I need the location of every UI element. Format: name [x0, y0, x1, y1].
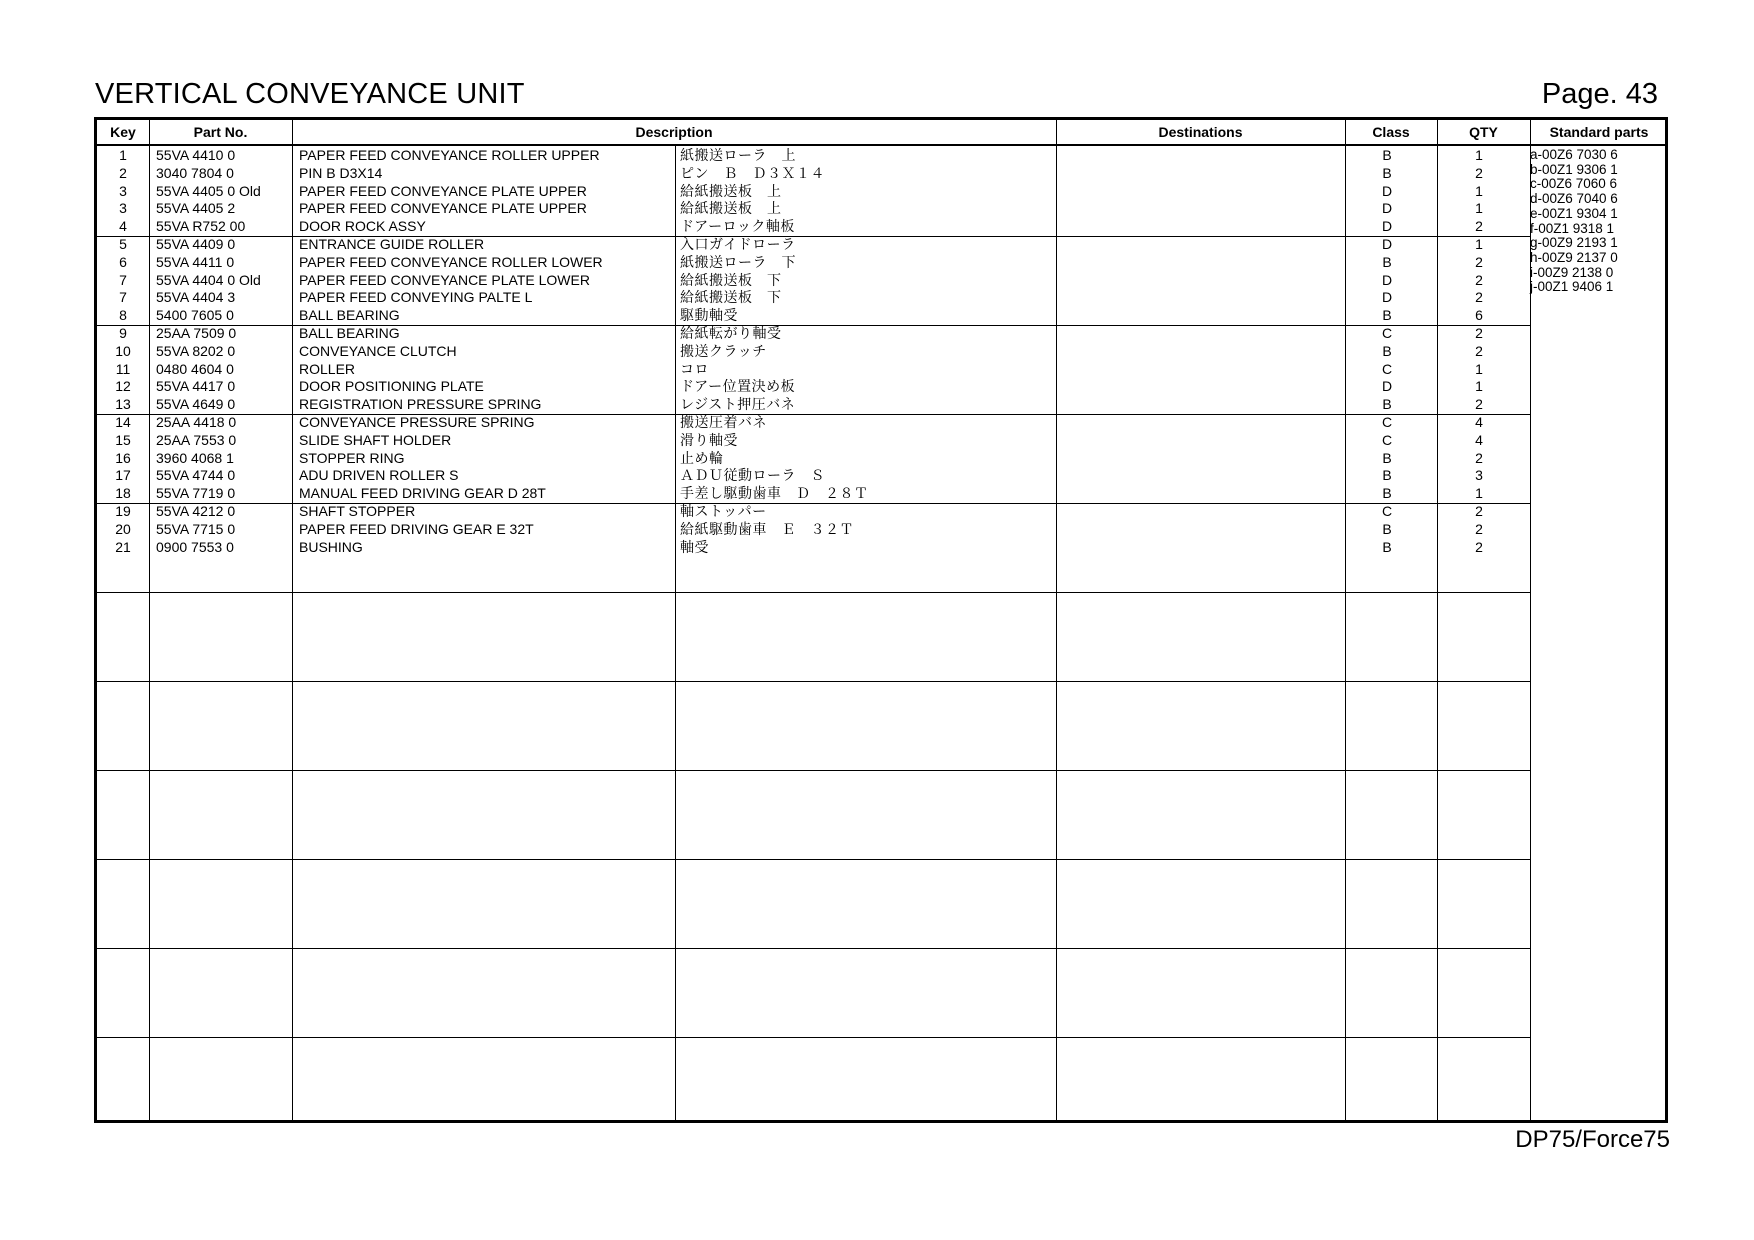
cell-part-no: 25AA 4418 0 [156, 414, 237, 430]
cell-key: 7 [119, 289, 127, 306]
cell-description-jp: 給紙搬送板 上 [680, 200, 782, 217]
cell-part-no: 0900 7553 0 [156, 538, 234, 555]
cell-part-no: 55VA 4417 0 [156, 378, 236, 395]
cell-description-jp: ドアー位置決め板 [680, 378, 796, 395]
group-divider [97, 770, 1530, 771]
cell-qty: 2 [1475, 253, 1483, 270]
cell-qty: 2 [1475, 325, 1483, 341]
cell-key: 20 [115, 520, 131, 537]
table-row [97, 147, 1665, 165]
col-header-qty: QTY [1469, 124, 1498, 140]
model-footer: DP75/Force75 [1515, 1126, 1670, 1153]
cell-class: B [1382, 342, 1392, 359]
standard-part-item: e-00Z1 9304 1 [1530, 205, 1618, 221]
cell-description-jp: 給紙搬送板 下 [680, 271, 782, 288]
col-header-part-no: Part No. [193, 124, 248, 140]
cell-class: B [1382, 449, 1392, 466]
standard-part-item: g-00Z9 2193 1 [1530, 235, 1618, 251]
cell-qty: 1 [1475, 147, 1483, 163]
cell-description-en: DOOR POSITIONING PLATE [299, 378, 484, 395]
cell-class: C [1381, 431, 1393, 448]
cell-class: B [1382, 520, 1392, 537]
cell-description-en: PAPER FEED CONVEYANCE PLATE UPPER [299, 200, 587, 217]
cell-description-jp: 給紙搬送板 上 [680, 182, 782, 199]
cell-description-jp: ドアーロック軸板 [680, 218, 795, 235]
table-row [97, 325, 1665, 343]
cell-description-en: MANUAL FEED DRIVING GEAR D 28T [299, 485, 546, 502]
cell-part-no: 25AA 7553 0 [156, 431, 237, 448]
cell-description-en: DOOR ROCK ASSY [299, 218, 426, 235]
cell-description-jp: 給紙転がり軸受 [680, 325, 782, 341]
cell-qty: 2 [1475, 218, 1483, 235]
col-header-key: Key [110, 124, 136, 140]
standard-part-item: j-00Z1 9406 1 [1530, 279, 1614, 295]
page-number: Page. 43 [1541, 78, 1658, 110]
table-header [97, 120, 1665, 146]
cell-part-no: 55VA 4404 3 [156, 289, 236, 306]
cell-part-no: 55VA R752 00 [156, 218, 246, 235]
table-row [97, 432, 1665, 450]
cell-description-jp: 給紙搬送板 下 [680, 289, 782, 306]
cell-description-jp: 入口ガイドローラ [680, 236, 796, 252]
parts-table [94, 117, 1668, 1123]
cell-part-no: 55VA 7719 0 [156, 485, 236, 502]
cell-qty: 2 [1475, 342, 1483, 359]
table-row [97, 539, 1665, 557]
table-row [97, 467, 1665, 485]
cell-description-jp: ＡＤＵ従動ローラ Ｓ [680, 467, 825, 484]
cell-description-jp: 軸ストッパー [680, 503, 767, 519]
group-divider [97, 592, 1530, 593]
cell-part-no: 3960 4068 1 [156, 449, 234, 466]
cell-qty: 2 [1475, 396, 1483, 413]
cell-description-en: PAPER FEED CONVEYANCE ROLLER LOWER [299, 253, 603, 270]
cell-key: 7 [119, 271, 127, 288]
cell-description-en: ROLLER [299, 360, 356, 377]
cell-qty: 1 [1475, 485, 1483, 502]
table-row [97, 378, 1665, 396]
page-title: VERTICAL CONVEYANCE UNIT [95, 78, 525, 110]
standard-part-item: d-00Z6 7040 6 [1530, 191, 1618, 207]
cell-qty: 2 [1475, 271, 1483, 288]
table-row [97, 485, 1665, 503]
cell-qty: 2 [1475, 503, 1483, 519]
cell-key: 10 [115, 342, 131, 359]
col-header-standard-parts: Standard parts [1549, 124, 1649, 140]
cell-description-en: STOPPER RING [299, 449, 405, 466]
cell-part-no: 55VA 8202 0 [156, 342, 236, 359]
cell-part-no: 55VA 4410 0 [156, 147, 236, 163]
cell-key: 3 [119, 182, 127, 199]
cell-class: B [1382, 538, 1392, 555]
cell-part-no: 55VA 4405 2 [156, 200, 236, 217]
cell-key: 8 [119, 307, 127, 324]
cell-class: C [1381, 414, 1393, 430]
cell-qty: 1 [1475, 236, 1483, 252]
cell-part-no: 55VA 7715 0 [156, 520, 236, 537]
cell-part-no: 55VA 4405 0 Old [156, 182, 261, 199]
cell-description-jp: 給紙駆動歯車 Ｅ ３２Ｔ [680, 520, 854, 537]
cell-part-no: 55VA 4649 0 [156, 396, 236, 413]
cell-class: D [1381, 289, 1393, 306]
cell-description-en: PAPER FEED CONVEYING PALTE L [299, 289, 533, 306]
cell-class: B [1382, 467, 1392, 484]
cell-class: B [1382, 307, 1392, 324]
cell-key: 12 [115, 378, 131, 395]
cell-description-en: BALL BEARING [299, 307, 400, 324]
cell-class: B [1382, 396, 1392, 413]
cell-description-en: SLIDE SHAFT HOLDER [299, 431, 452, 448]
cell-key: 6 [119, 253, 127, 270]
cell-description-jp: コロ [680, 360, 709, 377]
cell-description-jp: 止め輪 [680, 449, 724, 466]
cell-part-no: 55VA 4409 0 [156, 236, 236, 252]
cell-description-jp: 滑り軸受 [680, 431, 738, 448]
cell-qty: 2 [1475, 164, 1483, 181]
table-row [97, 183, 1665, 201]
standard-part-item: a-00Z6 7030 6 [1530, 147, 1618, 162]
cell-qty: 1 [1475, 378, 1483, 395]
cell-qty: 3 [1475, 467, 1483, 484]
cell-description-en: PAPER FEED CONVEYANCE PLATE UPPER [299, 182, 587, 199]
cell-part-no: 0480 4604 0 [156, 360, 234, 377]
cell-class: B [1382, 164, 1392, 181]
cell-description-en: PIN B D3X14 [299, 164, 383, 181]
cell-qty: 2 [1475, 449, 1483, 466]
cell-key: 4 [119, 218, 127, 235]
group-divider [97, 948, 1530, 949]
group-divider [97, 681, 1530, 682]
cell-class: C [1381, 503, 1393, 519]
cell-class: B [1382, 147, 1392, 163]
table-row [97, 200, 1665, 218]
cell-key: 1 [119, 147, 127, 163]
cell-class: D [1381, 200, 1393, 217]
cell-description-en: PAPER FEED DRIVING GEAR E 32T [299, 520, 534, 537]
col-header-class: Class [1372, 124, 1410, 140]
cell-key: 17 [115, 467, 131, 484]
group-divider [97, 859, 1530, 860]
cell-qty: 2 [1475, 289, 1483, 306]
table-row [97, 396, 1665, 414]
table-row [97, 361, 1665, 379]
cell-description-en: BUSHING [299, 538, 363, 555]
cell-key: 16 [115, 449, 131, 466]
cell-description-jp: 手差し駆動歯車 Ｄ ２８Ｔ [680, 485, 869, 502]
standard-part-item: c-00Z6 7060 6 [1530, 176, 1618, 192]
cell-class: C [1381, 360, 1393, 377]
cell-description-en: PAPER FEED CONVEYANCE ROLLER UPPER [299, 147, 600, 163]
table-row [97, 414, 1665, 432]
table-row [97, 343, 1665, 361]
cell-part-no: 55VA 4411 0 [156, 253, 235, 270]
cell-description-en: PAPER FEED CONVEYANCE PLATE LOWER [299, 271, 590, 288]
cell-qty: 4 [1475, 431, 1483, 448]
table-row [97, 236, 1665, 254]
cell-description-en: ENTRANCE GUIDE ROLLER [299, 236, 485, 252]
cell-description-jp: 駆動軸受 [680, 307, 738, 324]
table-row [97, 272, 1665, 290]
group-divider [97, 1037, 1530, 1038]
standard-part-item: h-00Z9 2137 0 [1530, 249, 1618, 265]
table-row [97, 165, 1665, 183]
cell-key: 3 [119, 200, 127, 217]
col-header-destinations: Destinations [1158, 124, 1243, 140]
table-row [97, 450, 1665, 468]
table-row [97, 254, 1665, 272]
standard-part-item: f-00Z1 9318 1 [1530, 220, 1615, 236]
cell-description-en: SHAFT STOPPER [299, 503, 416, 519]
cell-key: 2 [119, 164, 127, 181]
cell-part-no: 3040 7804 0 [156, 164, 234, 181]
cell-class: B [1382, 485, 1392, 502]
cell-class: D [1381, 378, 1393, 395]
table-row [97, 521, 1665, 539]
cell-description-jp: 軸受 [680, 538, 709, 555]
cell-key: 13 [115, 396, 131, 413]
cell-key: 9 [119, 325, 127, 341]
cell-part-no: 55VA 4212 0 [156, 503, 236, 519]
cell-description-jp: レジスト押圧バネ [680, 396, 796, 413]
cell-qty: 6 [1475, 307, 1483, 324]
cell-class: D [1381, 182, 1393, 199]
cell-qty: 1 [1475, 182, 1483, 199]
cell-description-en: ADU DRIVEN ROLLER S [299, 467, 459, 484]
cell-description-jp: 搬送クラッチ [680, 342, 767, 359]
standard-part-item: i-00Z9 2138 0 [1530, 264, 1614, 280]
cell-description-en: CONVEYANCE PRESSURE SPRING [299, 414, 535, 430]
cell-description-en: REGISTRATION PRESSURE SPRING [299, 396, 542, 413]
cell-qty: 1 [1475, 200, 1483, 217]
standard-part-item: b-00Z1 9306 1 [1530, 161, 1618, 177]
cell-key: 15 [115, 431, 131, 448]
cell-class: C [1381, 325, 1393, 341]
cell-key: 14 [115, 414, 131, 430]
cell-description-jp: ピン Ｂ Ｄ３Ｘ１４ [680, 164, 825, 181]
cell-part-no: 5400 7605 0 [156, 307, 234, 324]
cell-key: 21 [115, 538, 131, 555]
table-row [97, 218, 1665, 236]
cell-part-no: 25AA 7509 0 [156, 325, 237, 341]
cell-description-en: BALL BEARING [299, 325, 400, 341]
cell-description-jp: 紙搬送ローラ 上 [680, 147, 796, 163]
cell-description-en: CONVEYANCE CLUTCH [299, 342, 457, 359]
table-row [97, 503, 1665, 521]
cell-qty: 1 [1475, 360, 1483, 377]
cell-key: 18 [115, 485, 131, 502]
cell-part-no: 55VA 4744 0 [156, 467, 236, 484]
cell-class: D [1381, 271, 1393, 288]
cell-class: D [1381, 218, 1393, 235]
standard-parts-list [1530, 148, 1670, 295]
cell-qty: 2 [1475, 520, 1483, 537]
cell-qty: 2 [1475, 538, 1483, 555]
table-row [97, 289, 1665, 307]
cell-qty: 4 [1475, 414, 1483, 430]
cell-class: D [1381, 236, 1393, 252]
cell-description-jp: 紙搬送ローラ 下 [680, 253, 796, 270]
cell-part-no: 55VA 4404 0 Old [156, 271, 261, 288]
cell-description-jp: 搬送圧着バネ [680, 414, 767, 430]
col-header-description: Description [635, 124, 713, 140]
cell-key: 19 [115, 503, 131, 519]
cell-class: B [1382, 253, 1392, 270]
cell-key: 5 [119, 236, 127, 252]
table-row [97, 307, 1665, 325]
cell-key: 11 [115, 360, 131, 377]
